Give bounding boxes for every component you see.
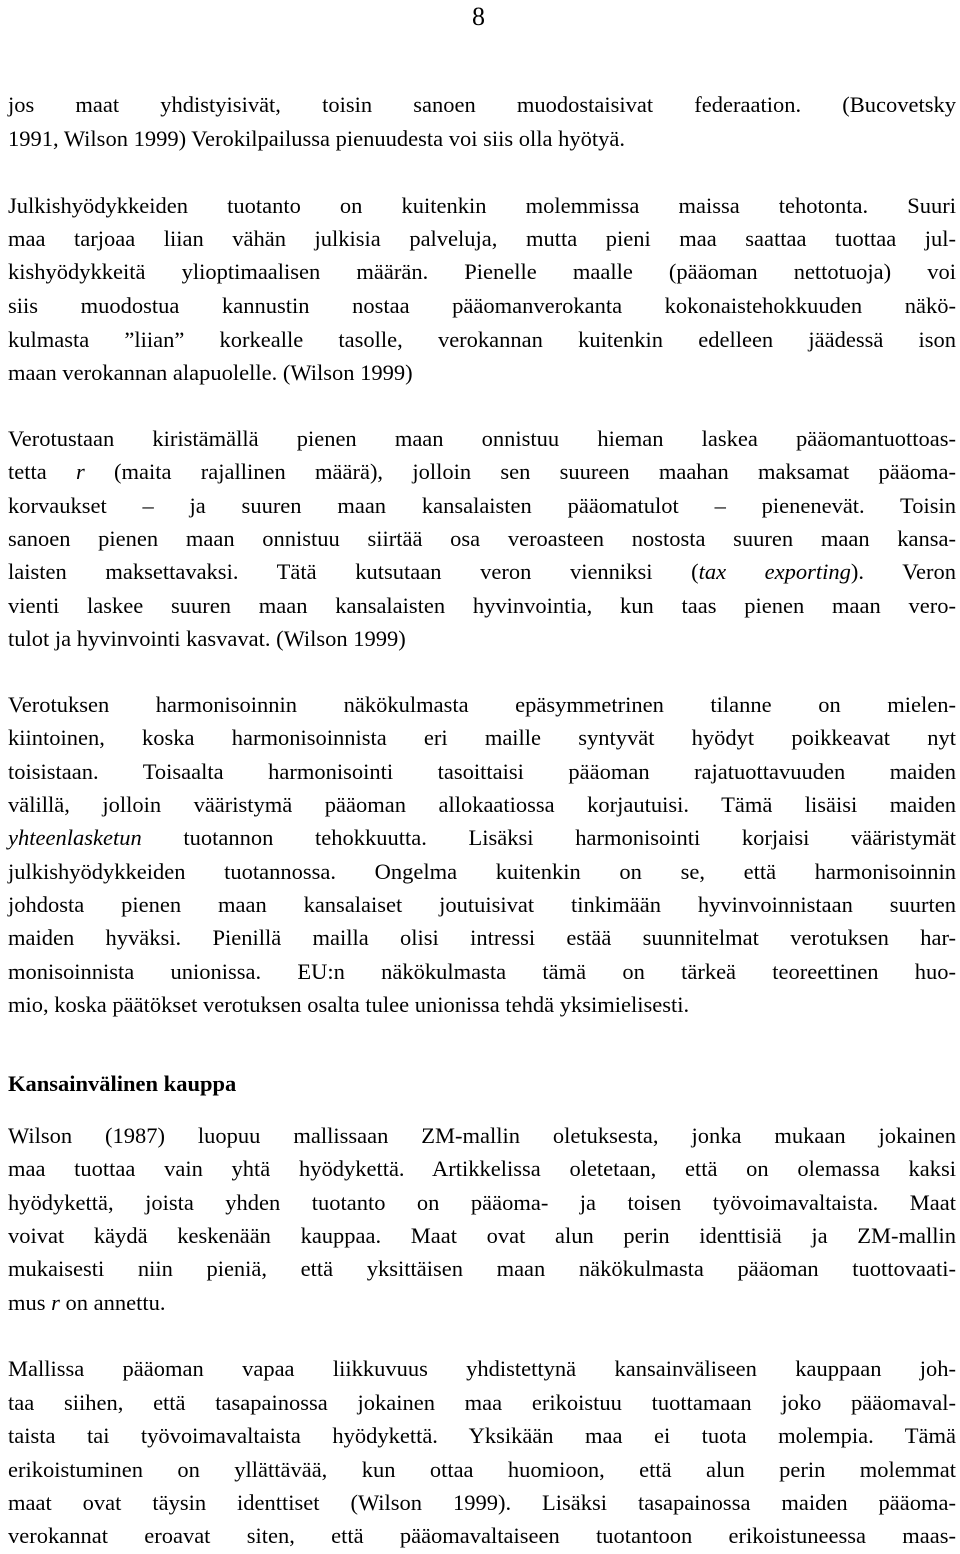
paragraph-line: verokannat eroavat siten, että pääomavaltaiseen tuotantoon erikoistuneessa maas- [8,1523,956,1548]
paragraph-line: tetta r (maita rajallinen määrä), jolloin sen suureen maahan maksamat pääoma- [8,459,956,484]
paragraph-line: toisistaan. Toisaalta harmonisointi tasoittaisi pääoman rajatuottavuuden maiden [8,759,956,784]
paragraph-line: sanoen pienen maan onnistuu siirtää osa veroasteen nostosta suuren maan kansa- [8,526,956,551]
paragraph-line: monisoinnista unionissa. EU:n näkökulmasta tämä on tärkeä teoreettinen huo- [8,959,956,984]
page-number: 8 [472,2,485,31]
paragraph-line: maa tuottaa vain yhtä hyödykettä. Artikkelissa oletetaan, että on olemassa kaksi [8,1156,956,1181]
paragraph-line: voivat käydä keskenään kauppaa. Maat ovat alun perin identtisiä ja ZM-mallin [8,1223,956,1248]
paragraph-line: maa tarjoaa liian vähän julkisia palveluja, mutta pieni maa saattaa tuottaa jul- [8,226,956,251]
paragraph-line: kishyödykkeitä ylioptimaalisen määrän. Pienelle maalle (pääoman nettotuoja) voi [8,259,956,284]
paragraph-line: mio, koska päätökset verotuksen osalta tulee unionissa tehdä yksimielisesti. [8,992,690,1017]
paragraph-line: mukaisesti niin pieniä, että yksittäisen maan näkökulmasta pääoman tuottovaati- [8,1256,956,1281]
paragraph-line: maiden hyväksi. Pienillä mailla olisi intressi estää suunnitelmat verotuksen har- [8,925,956,950]
paragraph-line: Verotuksen harmonisoinnin näkökulmasta epäsymmetrinen tilanne on mielen- [8,692,956,717]
paragraph-line: 1991, Wilson 1999) Verokilpailussa pienuudesta voi siis olla hyötyä. [8,126,625,151]
paragraph-line: välillä, jolloin vääristymä pääoman allokaatiossa korjautuisi. Tämä lisäisi maiden [8,792,956,817]
paragraph-line: Julkishyödykkeiden tuotanto on kuitenkin molemmissa maissa tehotonta. Suuri [8,193,956,218]
paragraph-line: johdosta pienen maan kansalaiset joutuisivat tinkimään hyvinvoinnistaan suurten [8,892,956,917]
paragraph-line: taa siihen, että tasapainossa jokainen maa erikoistuu tuottamaan joko pääomaval- [8,1390,956,1415]
paragraph-line: laisten maksettavaksi. Tätä kutsutaan veron vienniksi (tax exporting). Veron [8,559,956,584]
paragraph-line: Wilson (1987) luopuu mallissaan ZM-mallin oletuksesta, jonka mukaan jokainen [8,1123,956,1148]
paragraph-line: kulmasta ”liian” korkealle tasolle, verokannan kuitenkin edelleen jäädessä ison [8,327,956,352]
paragraph-line: tulot ja hyvinvointi kasvavat. (Wilson 1999) [8,626,406,651]
paragraph-line: julkishyödykkeiden tuotannossa. Ongelma kuitenkin on se, että harmonisoinnin [8,859,956,884]
paragraph-line: Verotustaan kiristämällä pienen maan onnistuu hieman laskea pääomantuottoas- [8,426,956,451]
paragraph-line: korvaukset – ja suuren maan kansalaisten pääomatulot – pienenevät. Toisin [8,493,956,518]
paragraph-line: taista tai työvoimavaltaista hyödykettä. Yksikään maa ei tuota molempia. Tämä [8,1423,956,1448]
paragraph-line: jos maat yhdistyisivät, toisin sanoen muodostaisivat federaation. (Bucovetsky [8,92,956,117]
paragraph-line: maan verokannan alapuolelle. (Wilson 1999) [8,360,413,385]
paragraph-line: siis muodostua kannustin nostaa pääomanverokanta kokonaistehokkuuden näkö- [8,293,956,318]
paragraph-line: mus r on annettu. [8,1290,166,1315]
paragraph-line: hyödykettä, joista yhden tuotanto on pääoma- ja toisen työvoimavaltaista. Maat [8,1190,956,1215]
section-heading: Kansainvälinen kauppa [8,1071,237,1096]
paragraph-line: vienti laskee suuren maan kansalaisten hyvinvointia, kun taas pienen maan vero- [8,593,956,618]
paragraph-line: Mallissa pääoman vapaa liikkuvuus yhdistettynä kansainväliseen kauppaan joh- [8,1356,956,1381]
paragraph-line: erikoistuminen on yllättävää, kun ottaa huomioon, että alun perin molemmat [8,1457,956,1482]
paragraph-line: yhteenlasketun tuotannon tehokkuutta. Lisäksi harmonisointi korjaisi vääristymät [8,825,956,850]
paragraph-line: kiintoinen, koska harmonisoinnista eri maille syntyvät hyödyt poikkeavat nyt [8,725,956,750]
paragraph-line: maat ovat täysin identtiset (Wilson 1999). Lisäksi tasapainossa maiden pääoma- [8,1490,956,1515]
